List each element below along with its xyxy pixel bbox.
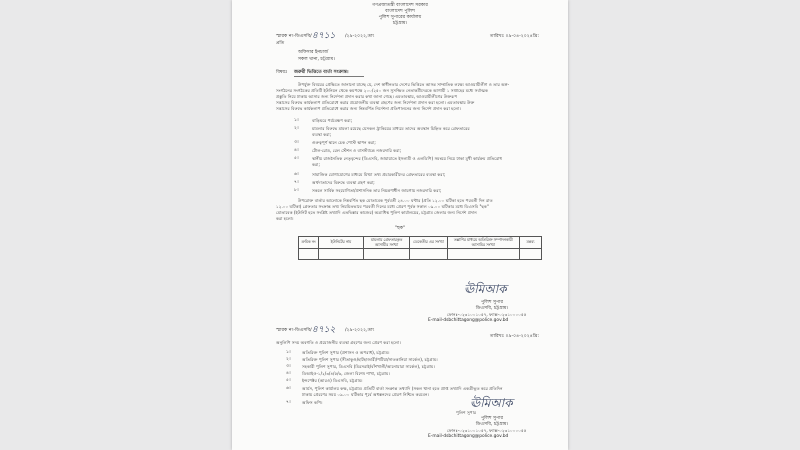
memo1-item-text: মামলার বিরুদ্ধে মামলা রয়েছে যেসকল ট্রাকিয়ের মাধ্যমে তাদের অবস্থান চিহ্নিত করে গ্রেফতারের [312,126,470,131]
memo2-intro: অনুলিপি সদয় অবগতি ও প্রয়োজনীয় ব্যবস্থা গ্রহণের জন্য প্রেরণ করা হলো। [276,340,401,345]
header-police: বাংলাদেশ পুলিশ [385,9,415,14]
memo1-item-text: সকলে সার্বিক সহযোগিতা/প্রশাসনিক তার নিয়ন্ত্রণাধীন জায়গায় নজরদারি করা; [312,188,442,193]
memo2-item-num: ৪। [286,371,291,376]
memo2-item-num: ৩। [286,364,291,369]
memo2-item-text: ইন্সপেক্টর (আরও) ডিএসবি, চট্টগ্রাম। [302,378,363,383]
memo2-phone: ফোনঃ-০২৩১০০১০৫৭, ফ্যাক্স-০২৩১০০০০৫৫ [447,428,527,433]
memo1-item-num: ৪। [294,148,299,153]
memo1-item-num: ৫। [294,156,299,161]
memo1-item-text: গুরুত্বপূর্ণ স্থানে চেক পোস্ট স্থাপন করা; [312,140,376,145]
memo1-item-num: ৭। [294,180,299,185]
memo1-ref-number: ৪৭১১ [312,31,336,41]
table-header-cell: মামলায় গ্রেফতারকৃত আসামীর সংখ্যা [363,237,410,249]
memo2-item-num: ১। [286,350,291,355]
memo2-item-num: ৭। [286,400,291,405]
table-header-cell: ডেকেতীর এর সংখ্যা [410,237,447,249]
header-office: পুলিশ সুপারের কার্যালয় [378,15,422,20]
document-page [232,0,568,450]
memo1-body-9: করা হলো। [276,216,294,221]
memo1-item-text: সামাজিক যোগাযোগের মাধ্যমে মিথ্যা তথ্য প্রচারকারীদের গ্রেফতারের ব্যবস্থা করা; [312,172,446,177]
report-format-table [298,236,542,260]
memo2-date: তারিখঃ ০৯-০৪-২০২৪খ্রি: [490,334,540,339]
memo1-sign-office: ডিএসবি, চট্টগ্রাম। [475,306,509,311]
memo1-sign-designation: পুলিশ সুপার [480,300,504,305]
memo2-item-text: সহকারী পুলিশ সুপার, ডিএসবি (মিরসরাই/বাঁশখালী/আনোয়ারা সার্কেল), চট্টগ্রাম। [302,364,435,369]
memo2-item-text: অতিরিক্ত পুলিশ সুপার (সীতাকুণ্ড/হাটহাজারী/পটিয়া/সাতকানিয়া সার্কেল), চট্টগ্রাম। [302,357,438,362]
memo1-item-text: স্থানীয় রাজনৈতিক নেতৃবৃন্দের (ডিএসবি, জামায়াতে ইসলামী ও এলডিপি) সমন্বয়ে নিয়ে ঢাকা মুখী কার্যক্রম প্রতিরোধ [312,156,502,161]
memo1-body-3: প্রস্তুতি নিয়ে ঢাকায় আসার জন্য নির্দেশনা প্রদান করার কথা জানা গেছে। এমতাবস্থায়, আওয়ামীলীগের উক্তরূপ [276,94,458,99]
memo1-item-num: ৩। [294,140,299,145]
memo1-body-1: উপর্যুক্ত বিষয়ের প্রেক্ষিতে জানানো যাচ্ছে যে, দেশ স্বাধীনতার দেশের ভিত্তিতে আসন্ন সাম্প্রতিক লক্ষ্যে আওয়ামীলীগ ও তার অঙ্গ- [298,82,510,87]
table-row [299,249,542,260]
header-city: চট্টগ্রাম। [392,21,408,26]
memo2-item-text: অতিরিক্ত পুলিশ সুপার (প্রশাসন ও অপরাধ), চট্টগ্রাম। [302,350,390,355]
memo1-item-text: অর্থদাতাদের বিরুদ্ধে ব্যবস্থা গ্রহণ করা; [312,180,375,185]
memo2-ref-prefix: স্মারক নং-ডিএসবি/ [276,328,312,333]
memo1-to-2: সকল থানা, চট্টগ্রাম। [298,57,335,62]
memo1-item-num: ২। [294,126,299,131]
table-header-cell: তল্লাশির মাধ্যমে অতিরিক্ত সম্পাদনকারী আসামির সংখ্যা [447,237,519,249]
memo2-item-text: আর্মস, পুলিশ কার্যালয় কক্ষ, চট্টগ্রাম। প্রতিটি বার্তা সংক্রান্ত তথ্যাদি (সকল থানা হতে প্রাপ্ত তথ্যাদি একত্রীভূত করে প্রতিদিন [302,386,503,391]
memo1-to-label: প্রতি [276,41,285,46]
memo2-item-text: ডিআইও-১/২/৩/৪/৫/৬, জেলা বিশেষ শাখা, চট্টগ্রাম। [302,371,390,376]
memo1-email: E-mail-dsbchittagong@police.gov.bd [428,318,509,323]
memo2-item-num: ২। [286,357,291,362]
memo1-item-text: টোল-রোড, রেল স্টেশন ও বাসস্ট্যান্ডে নজরদারি করা; [312,148,402,153]
memo1-date: তারিখঃ ০৯-০৪-২০২৪খ্রি: [490,34,540,39]
memo1-phone: ফোনঃ-০২৩১০০১০৫৭, ফ্যাক্স-০২৩১০০০০৫৫ [447,312,527,317]
memo2-sign-stamp: পুলিশ সুপার [456,410,477,415]
memo1-item-num: ১। [294,118,299,123]
memo1-body-7: ১২.০০ ঘটিকা) গ্রেফতার সংক্রান্ত তথ্য নিয়মিতভাবে পরবর্তী দিনের মধ্যে প্রেরণ পূর্বক সকাল ০৯.০০ ঘটিকার মধ্যে ডিএসবি "ছক" [276,204,489,209]
memo2-signature: ঊমিআক [470,396,513,410]
memo1-item-num: ৬। [294,172,299,177]
memo1-body-8: মোতাবেক (ইউনিট হতে সংশ্লিষ্ট তথ্যাদি এতদ্বিস্তার কাজের) অত্রাধিস্থ পুলিশ কার্যালয়ের, চট্টগ্রাম জেলার জন্য নির্দেশ প্রদান [276,210,477,215]
memo2-ref-number: ৪৭১২ [312,325,336,335]
memo1-body-6: উপরোক্ত বার্তার আলোকে নিম্নবর্ণিত ছক মোতাবেক পূর্ববর্তী ২৪.০০ ঘন্টার (প্রতি ১২.০০ ঘটিকা হতে পরবর্তী দিন রাত [298,198,493,203]
subject-underline [294,76,364,77]
memo1-subject: জরুরী ভিত্তিতে বার্তা সংক্রান্ত। [294,70,349,75]
memo1-to-1: অফিসার ইনচার্জ [298,50,329,55]
memo1-item-text: করা; [312,162,320,167]
table-header-row [299,237,542,249]
memo1-body-2: সংগঠনের সংগঠকের প্রতিটি ইউনিয়ন থেকে কমপক্ষে ২০০/২৫০ জন সুসজ্জিত নেতাকর্মীদেরকে আগামী ১ সপ্তাহের মধ্যে সর্বাত্মক [276,88,488,93]
memo1-signature: ঊমিআক [464,282,507,296]
memo2-email: E-mail-dsbchittagong@police.gov.bd [428,434,509,439]
table-title: "ছক" [394,226,406,231]
memo1-item-text: ব্যবস্থা করা; [312,132,332,137]
memo1-ref-suffix: /২৯-২০২২,তাং [345,34,375,39]
memo1-subject-label: বিষয়ঃ [276,70,288,75]
memo2-sign-office: ডিএসবি, চট্টগ্রাম। [475,422,509,427]
memo1-body-4: সন্ত্রাসের বিরুদ্ধে কার্যকলাপ প্রতিরোধে করার প্রয়োজনীয় ব্যবস্থা গ্রহণের জন্য নির্দেশনা প্রদান করা হলো। এমতাবস্থায় উক্ত [276,100,475,105]
memo1-ref-prefix: স্মারক নং-ডিএসবি/ [276,34,312,39]
table-header-cell: ক্রমিক নং [299,237,319,249]
table-header-cell: মন্তব্য [519,237,541,249]
memo1-body-5: সন্ত্রাসের বিরুদ্ধে কার্যকলাপ প্রতিরোধে করার জন্য নিম্নবর্ণিত নির্দেশনা প্রতিপালনের জন্য নির্দেশ প্রদান করা হলো। [276,106,461,111]
header-government: গণপ্রজাতন্ত্রী বাংলাদেশ সরকার [372,3,428,8]
memo1-item-text: বাড়িঘরে পর্যবেক্ষণ করা; [312,118,353,123]
memo2-item-num: ৬। [286,386,291,391]
memo1-item-num: ৮। [294,188,299,193]
memo2-item-num: ৫। [286,378,291,383]
table-header-cell: ইউনিটের নাম [319,237,363,249]
memo2-item-text: অফিস কপি। [302,400,323,405]
memo2-sign-designation: পুলিশ সুপার [480,416,504,421]
memo2-item-text: ঢাকায় প্রেরণের সময় ০৯.০০ ঘটিকার পূর্বে অধস্তনদের প্রেরণ নিশ্চিত করবেন। [302,392,429,397]
memo2-ref-suffix: /২৯-২০২২,তাং [345,328,375,333]
